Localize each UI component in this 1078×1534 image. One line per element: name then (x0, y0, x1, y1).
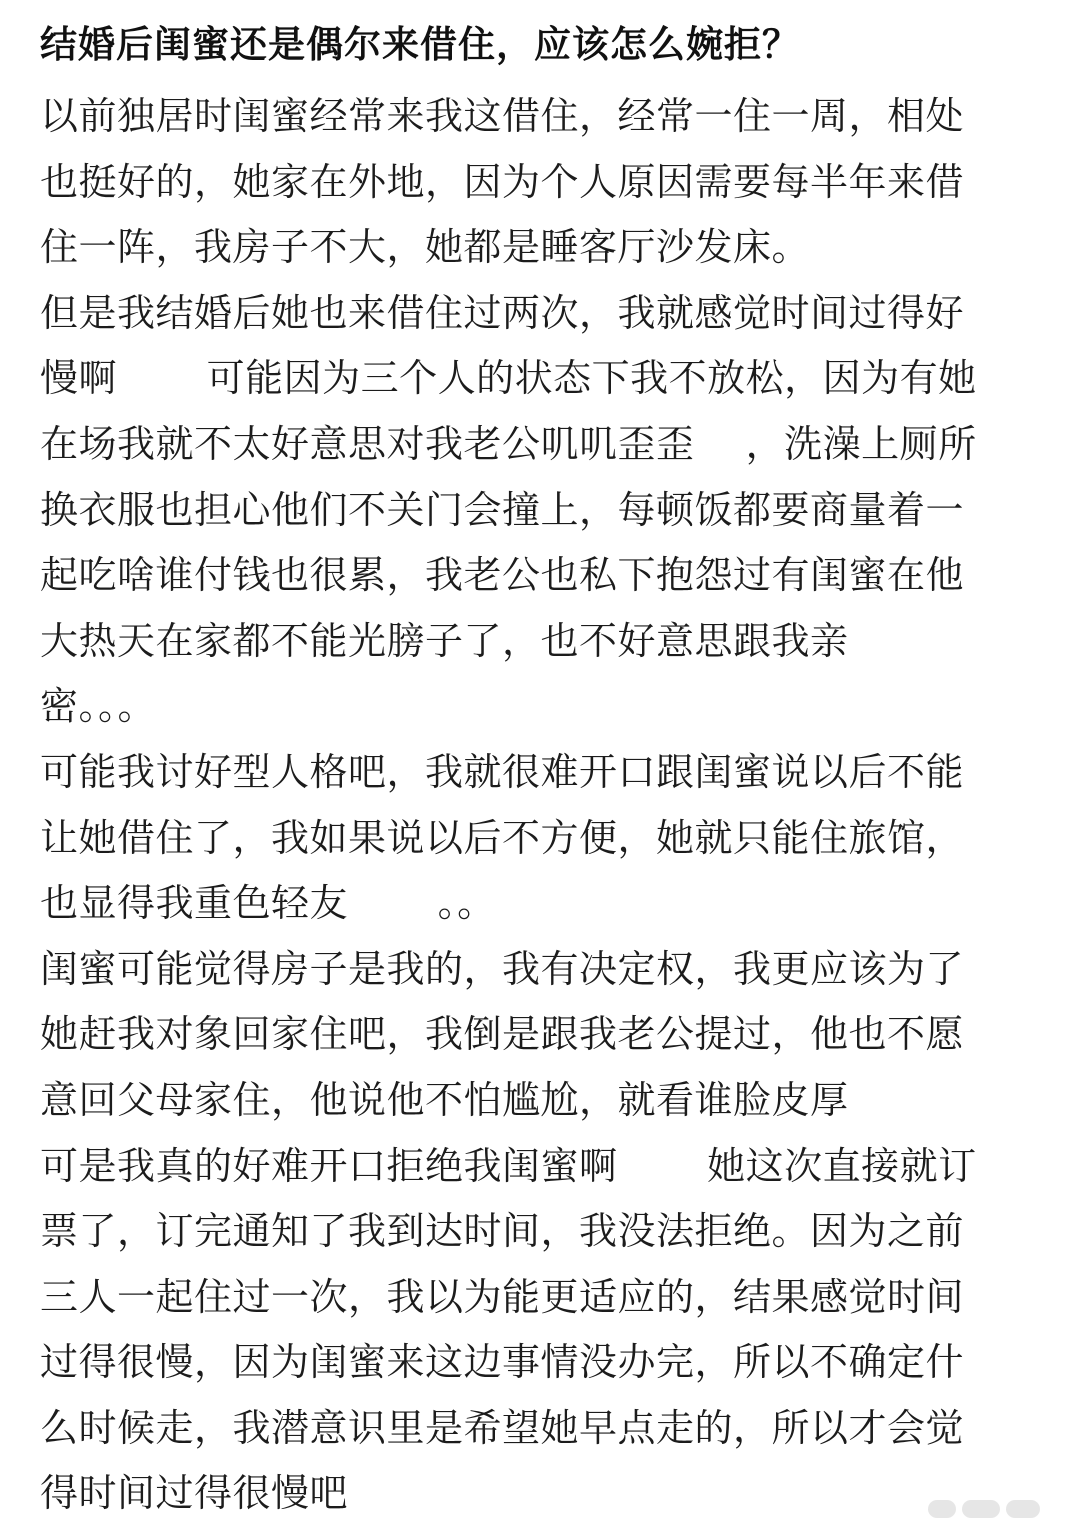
text-line: 密。。。 (40, 684, 157, 729)
post-content (40, 14, 1040, 1527)
text-line: 三人一起住过一次，我以为能更适应的，结果感觉时间 (40, 1274, 965, 1319)
paragraph-1 (40, 84, 1040, 281)
text-line: 大热天在家都不能光膀子了，也不好意思跟我亲 (40, 618, 849, 663)
text-line: 但是我结婚后她也来借住过两次，我就感觉时间过得好 (40, 290, 965, 335)
text-line: 让她借住了，我如果说以后不方便，她就只能住旅馆， (40, 815, 965, 860)
text-line: 可能我讨好型人格吧，我就很难开口跟闺蜜说以后不能 (40, 749, 965, 794)
text-line: 住一阵，我房子不大，她都是睡客厅沙发床。 (40, 225, 811, 270)
watermark-logo (928, 1498, 1048, 1520)
text-line: 票了，订完通知了我到达时间，我没法拒绝。因为之前 (40, 1209, 965, 1254)
text-line: 得时间过得很慢吧 (40, 1471, 349, 1516)
text-line: 意回父母家住，他说他不怕尴尬，就看谁脸皮厚 (40, 1077, 849, 1122)
text-line: 以前独居时闺蜜经常来我这借住，经常一住一周，相处 (40, 94, 965, 138)
text-line: 起吃啥谁付钱也很累，我老公也私下抱怨过有闺蜜在他 (40, 553, 965, 598)
text-line: 慢啊 可能因为三个人的状态下我不放松，因为有她 (40, 356, 977, 401)
text-line: 过得很慢，因为闺蜜来这边事情没办完，所以不确定什 (40, 1340, 965, 1385)
watermark-mark (928, 1500, 956, 1518)
text-line: 可是我真的好难开口拒绝我闺蜜啊 她这次直接就订 (40, 1143, 977, 1188)
text-line: 在场我就不太好意思对我老公叽叽歪歪 ，洗澡上厕所 (40, 421, 977, 466)
paragraph-4 (40, 937, 1040, 1134)
text-line: 么时候走，我潜意识里是希望她早点走的，所以才会觉 (40, 1405, 965, 1450)
text-line: 也显得我重色轻友 。。 (40, 881, 496, 926)
text-line: 换衣服也担心他们不关门会撞上，每顿饭都要商量着一 (40, 487, 965, 532)
text-line: 她赶我对象回家住吧，我倒是跟我老公提过，他也不愿 (40, 1012, 965, 1057)
text-line: 闺蜜可能觉得房子是我的，我有决定权，我更应该为了 (40, 946, 965, 991)
text-line: 也挺好的，她家在外地，因为个人原因需要每半年来借 (40, 159, 965, 204)
paragraph-5 (40, 1134, 1040, 1528)
watermark-mark (962, 1500, 1000, 1518)
paragraph-2 (40, 281, 1040, 740)
paragraph-3 (40, 740, 1040, 937)
watermark-mark (1006, 1500, 1040, 1518)
post-title: 结婚后闺蜜还是偶尔来借住，应该怎么婉拒？ (40, 23, 800, 66)
